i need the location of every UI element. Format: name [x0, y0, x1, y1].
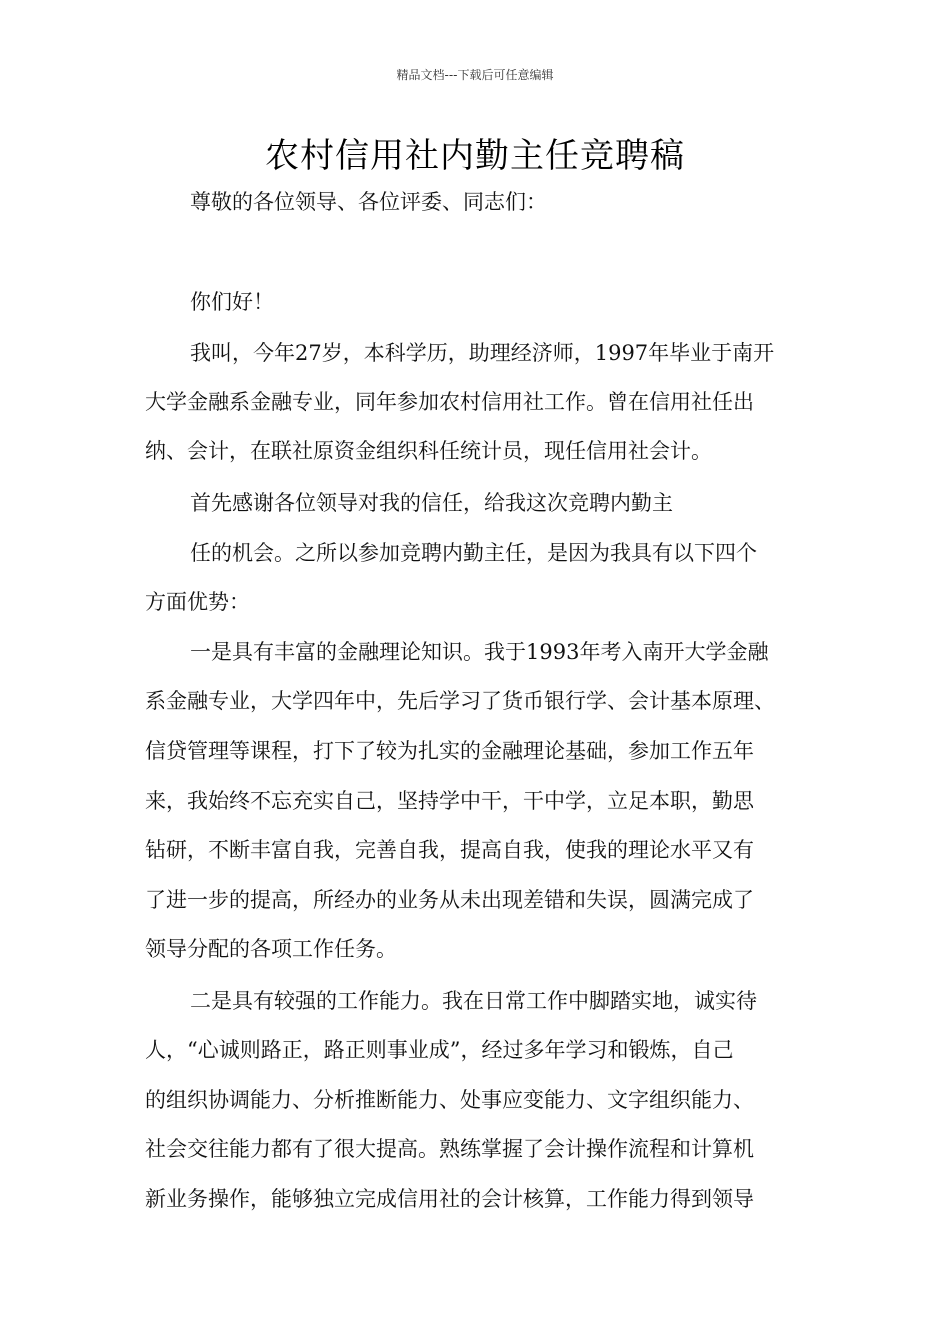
paragraph-line: 领导分配的各项工作任务。 [145, 937, 397, 961]
paragraph-line: 大学金融系金融专业，同年参加农村信用社工作。曾在信用社任出 [145, 390, 754, 414]
salutation-line: 尊敬的各位领导、各位评委、同志们： [190, 190, 547, 214]
paragraph-line: 方面优势： [145, 590, 250, 614]
paragraph-line: 任的机会。之所以参加竞聘内勤主任，是因为我具有以下四个 [190, 541, 757, 565]
paragraph-line: 我叫，今年27岁，本科学历，助理经济师，1997年毕业于南开 [190, 341, 775, 365]
document-title: 农村信用社内勤主任竞聘稿 [265, 136, 685, 176]
paragraph-line: 首先感谢各位领导对我的信任，给我这次竞聘内勤主 [190, 491, 673, 515]
paragraph-line: 二是具有较强的工作能力。我在日常工作中脚踏实地，诚实待 [190, 989, 757, 1013]
paragraph-line: 社会交往能力都有了很大提高。熟练掌握了会计操作流程和计算机 [145, 1137, 754, 1161]
paragraph-line: 了进一步的提高，所经办的业务从未出现差错和失误，圆满完成了 [145, 888, 754, 912]
paragraph-line: 一是具有丰富的金融理论知识。我于1993年考入南开大学金融 [190, 640, 769, 664]
paragraph-line: 系金融专业，大学四年中，先后学习了货币银行学、会计基本原理、 [145, 689, 775, 713]
paragraph-line: 信贷管理等课程，打下了较为扎实的金融理论基础，参加工作五年 [145, 739, 754, 763]
paragraph-line: 新业务操作，能够独立完成信用社的会计核算，工作能力得到领导 [145, 1187, 754, 1211]
paragraph-line: 的组织协调能力、分析推断能力、处事应变能力、文字组织能力、 [145, 1088, 754, 1112]
paragraph-line: 人，“心诚则路正，路正则事业成”，经过多年学习和锻炼，自己 [145, 1038, 734, 1062]
paragraph-line: 纳、会计，在联社原资金组织科任统计员，现任信用社会计。 [145, 439, 712, 463]
paragraph-line: 钻研，不断丰富自我，完善自我，提高自我，使我的理论水平又有 [145, 838, 754, 862]
paragraph-line: 来，我始终不忘充实自己，坚持学中干，干中学，立足本职，勤思 [145, 789, 754, 813]
header-note: 精品文档---下载后可任意编辑 [396, 68, 554, 82]
greeting-line: 你们好！ [190, 290, 274, 314]
